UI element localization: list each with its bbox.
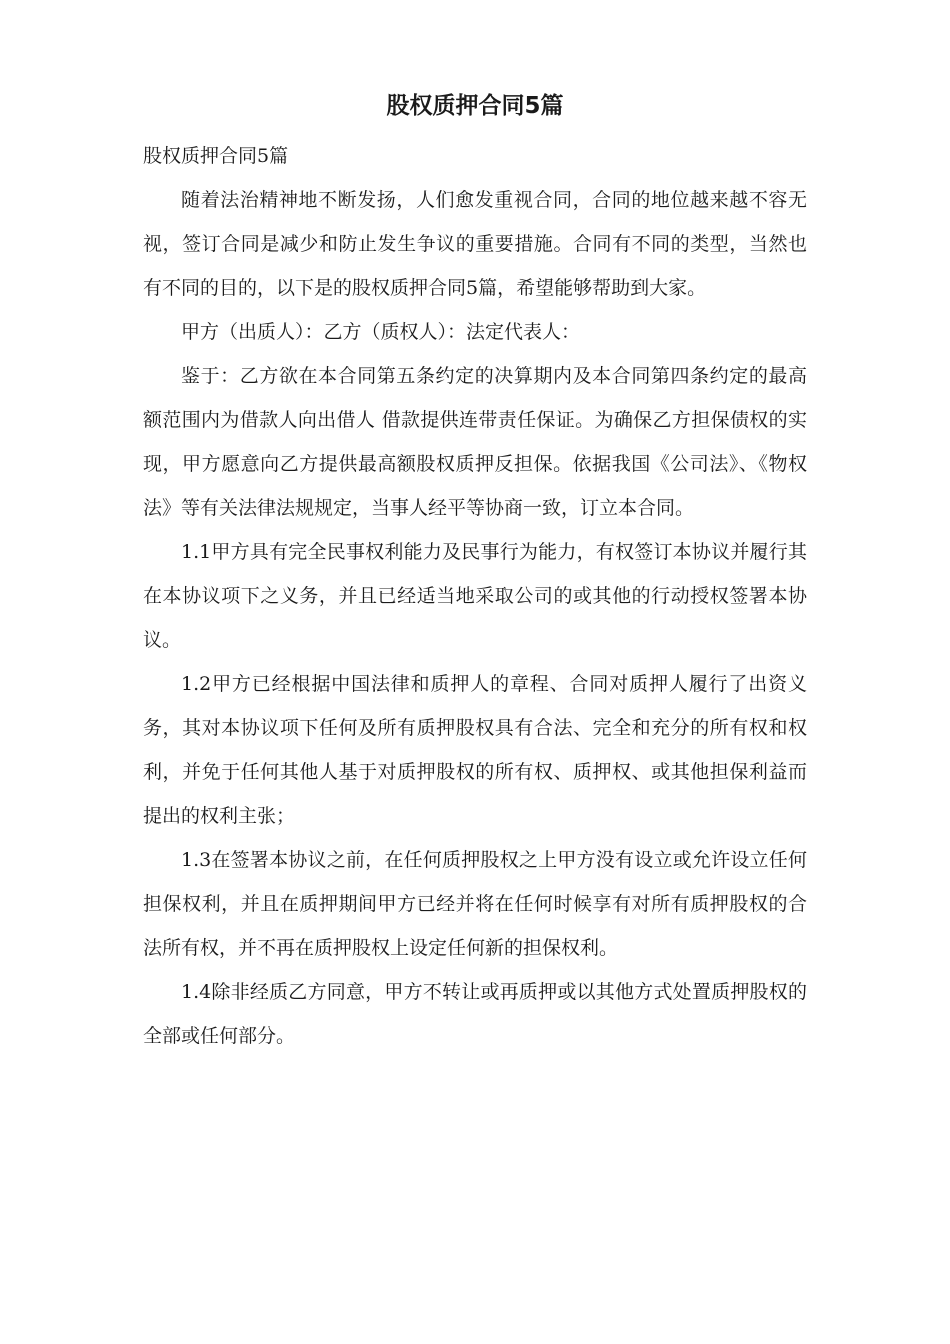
paragraph-whereas: 鉴于：乙方欲在本合同第五条约定的决算期内及本合同第四条约定的最高额范围内为借款人向出借人 借款提供连带责任保证。为确保乙方担保债权的实现，甲方愿意向乙方提供最高额股权质押反担保。依据我国《公司法》、《物权法》等有关法律法规规定，当事人经平等协商一致，订立本合同。: [143, 365, 807, 519]
document-title: 股权质押合同5篇: [386, 93, 564, 119]
paragraph-intro: 随着法治精神地不断发扬，人们愈发重视合同，合同的地位越来越不容无视，签订合同是减少和防止发生争议的重要措施。合同有不同的类型，当然也有不同的目的，以下是的股权质押合同5篇，希望能够帮助到大家。: [143, 189, 807, 299]
document-subtitle: 股权质押合同5篇: [143, 145, 289, 167]
paragraph-parties: 甲方（出质人）：乙方（质权人）：法定代表人：: [181, 321, 581, 343]
paragraph-clause-1-4: 1.4除非经质乙方同意，甲方不转让或再质押或以其他方式处置质押股权的全部或任何部分。: [143, 981, 807, 1047]
paragraph-clause-1-3: 1.3在签署本协议之前，在任何质押股权之上甲方没有设立或允许设立任何担保权利，并且在质押期间甲方已经并将在任何时候享有对所有质押股权的合法所有权，并不再在质押股权上设定任何新的担保权利。: [143, 849, 807, 959]
paragraph-clause-1-2: 1.2甲方已经根据中国法律和质押人的章程、合同对质押人履行了出资义务，其对本协议项下任何及所有质押股权具有合法、完全和充分的所有权和权利，并免于任何其他人基于对质押股权的所有权、质押权、或其他担保利益而提出的权利主张；: [143, 673, 807, 827]
document-body: [143, 140, 807, 1058]
paragraph-clause-1-1: 1.1甲方具有完全民事权利能力及民事行为能力，有权签订本协议并履行其在本协议项下之义务，并且已经适当地采取公司的或其他的行动授权签署本协议。: [143, 541, 807, 651]
